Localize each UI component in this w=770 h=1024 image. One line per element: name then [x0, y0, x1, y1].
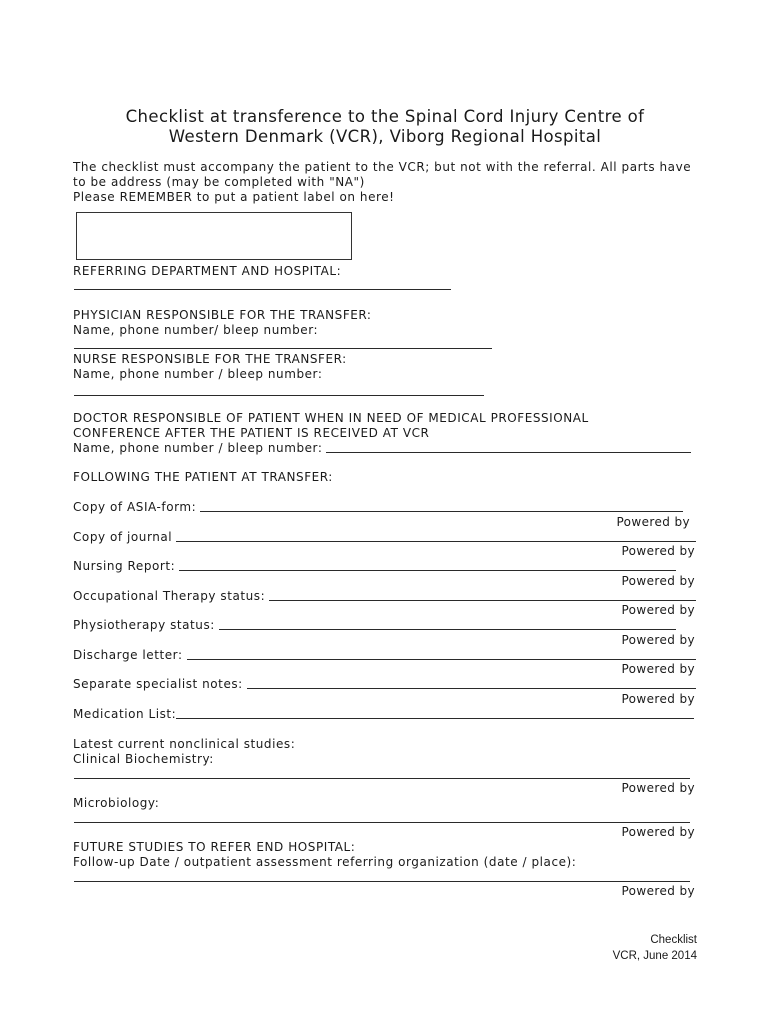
doctor-contact-row[interactable] [73, 441, 691, 455]
referring-department-label: REFERRING DEPARTMENT AND HOSPITAL: [73, 264, 342, 278]
checklist-label: Nursing Report: [73, 559, 176, 573]
clinical-biochemistry-label: Clinical Biochemistry: [73, 752, 214, 766]
powered-by-label: Powered by [621, 662, 695, 676]
microbiology-line[interactable] [74, 822, 690, 823]
powered-by-label: Powered by [621, 781, 695, 795]
nurse-sub: Name, phone number / bleep number: [73, 367, 323, 381]
checklist-line[interactable] [187, 659, 696, 660]
patient-label-box[interactable] [76, 212, 352, 260]
intro-line-2: to be address (may be completed with "NA") [73, 175, 365, 189]
future-studies-heading: FUTURE STUDIES TO REFER END HOSPITAL: [73, 840, 356, 854]
physician-sub: Name, phone number/ bleep number: [73, 323, 319, 337]
checklist-label: Medication List: [73, 707, 177, 721]
checklist-line[interactable] [219, 629, 676, 630]
footer-line-1: Checklist [650, 934, 697, 946]
nurse-line[interactable] [74, 395, 484, 396]
checklist-line[interactable] [247, 688, 696, 689]
checklist-row-specialist[interactable] [73, 677, 696, 691]
powered-by-label: Powered by [621, 574, 695, 588]
checklist-label: Occupational Therapy status: [73, 589, 266, 603]
nurse-heading: NURSE RESPONSIBLE FOR THE TRANSFER: [73, 352, 347, 366]
doctor-contact-line[interactable] [326, 452, 691, 453]
footer-line-2: VCR, June 2014 [612, 950, 697, 962]
document-title-line-2: Western Denmark (VCR), Viborg Regional Hospital [168, 127, 602, 146]
powered-by-label: Powered by [621, 825, 695, 839]
checklist-line[interactable] [200, 511, 683, 512]
doctor-heading-line-2: CONFERENCE AFTER THE PATIENT IS RECEIVED AT VCR [73, 426, 430, 440]
checklist-row-discharge[interactable] [73, 648, 696, 662]
future-studies-sub: Follow-up Date / outpatient assessment referring organization (date / place): [73, 855, 577, 869]
following-heading: FOLLOWING THE PATIENT AT TRANSFER: [73, 470, 333, 484]
powered-by-label: Powered by [621, 692, 695, 706]
checklist-row-occupational[interactable] [73, 589, 696, 603]
checklist-row-journal[interactable] [73, 530, 696, 544]
studies-heading: Latest current nonclinical studies: [73, 737, 296, 751]
doctor-contact-label: Name, phone number / bleep number: [73, 441, 323, 455]
doctor-heading-line-1: DOCTOR RESPONSIBLE OF PATIENT WHEN IN NEED OF MEDICAL PROFESSIONAL [73, 411, 589, 425]
referring-department-line[interactable] [74, 289, 451, 290]
checklist-label: Physiotherapy status: [73, 618, 215, 632]
checklist-line[interactable] [176, 718, 694, 719]
intro-line-1: The checklist must accompany the patient to the VCR; but not with the referral. All parts have [73, 160, 692, 174]
checklist-line[interactable] [179, 570, 676, 571]
powered-by-label: Powered by [621, 544, 695, 558]
future-studies-line[interactable] [74, 881, 690, 882]
powered-by-label: Powered by [616, 515, 690, 529]
powered-by-label: Powered by [621, 603, 695, 617]
intro-line-3: Please REMEMBER to put a patient label on here! [73, 190, 395, 204]
checklist-row-nursing[interactable] [73, 559, 676, 573]
microbiology-label: Microbiology: [73, 796, 160, 810]
physician-line[interactable] [74, 348, 492, 349]
powered-by-label: Powered by [621, 884, 695, 898]
checklist-label: Separate specialist notes: [73, 677, 243, 691]
checklist-line[interactable] [176, 541, 696, 542]
physician-heading: PHYSICIAN RESPONSIBLE FOR THE TRANSFER: [73, 308, 372, 322]
powered-by-label: Powered by [621, 633, 695, 647]
document-title-line-1: Checklist at transference to the Spinal Cord Injury Centre of [125, 107, 645, 126]
checklist-label: Discharge letter: [73, 648, 183, 662]
clinical-biochemistry-line[interactable] [74, 778, 690, 779]
checklist-row-medication[interactable] [73, 707, 694, 721]
checklist-row-asia[interactable] [73, 500, 683, 514]
checklist-label: Copy of journal [73, 530, 173, 544]
checklist-line[interactable] [269, 600, 696, 601]
checklist-label: Copy of ASIA-form: [73, 500, 197, 514]
checklist-row-physiotherapy[interactable] [73, 618, 676, 632]
